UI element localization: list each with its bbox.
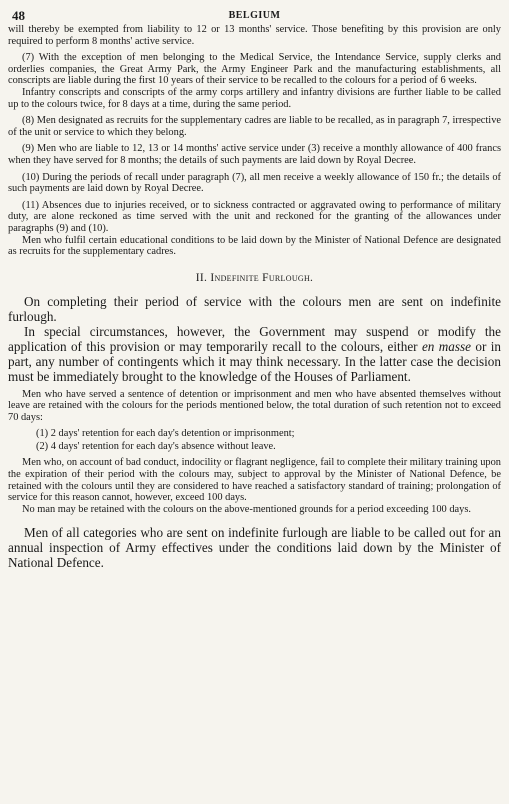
page-number: 48 [12,8,25,23]
list-item: (1) 2 days' retention for each day's detention or imprisonment; [36,428,295,440]
paragraph-7: (7) With the exception of men belonging to the Medical Service, the Intendance Service, supply clerks and orderlies companies, the Great Army Park, the Army Engineer Park and the manufacturing establishments, all conscripts are liable during the first 10 years of their service to be recalled to the colours for a period of 6 weeks. [8,52,501,87]
final-paragraph: Men of all categories who are sent on indefinite furlough are liable to be called out for an annual inspection of Army effectives under the conditions laid down by the Minister of National Defence. [8,525,501,571]
paragraph-10: (10) During the periods of recall under paragraph (7), all men receive a weekly allowance of 150 fr.; the details of such payments are laid down by Royal Decree. [8,171,501,195]
paragraph-9: (9) Men who are liable to 12, 13 or 14 months' active service under (3) receive a monthly allowance of 400 francs when they have served for 8 months; the details of such payments are laid down by Royal Decree. [8,143,501,166]
en-masse-phrase: en masse [421,338,471,354]
page-header [8,6,501,24]
section-title: Indefinite Furlough. [210,271,314,284]
retention-intro: Men who have served a sentence of detention or imprisonment and men who have absented themselves without leave are retained with the colours for the periods mentioned below, the total duration of such retention not to exceed 70 days: [8,388,501,423]
paragraph-11: (11) Absences due to injuries received, or to sickness contracted or aggravated owing to performance of military duty, are alone reckoned as time served with the unit and reckoned for the granting of the allowances under paragraphs (9) and (10). [8,199,501,234]
list-item: (2) 4 days' retention for each day's absence without leave. [36,441,276,453]
running-head: BELGIUM [228,10,281,21]
paragraph-7-infantry: Infantry conscripts and conscripts of the army corps artillery and infantry divisions are further liable to be called up to the colours twice, for 8 days at a time, during the same period. [8,86,501,110]
retention-section [8,389,501,516]
special-circumstances-paragraph: In special circumstances, however, the Government may suspend or modify the application of this provision or may temporarily recall to the colours, either en masse or in part, any number of contingents which it may think necessary. In the latter case the decision must be immediately brought to the knowledge of the Houses of Parliament. [8,323,501,384]
paragraph-educational: Men who fulfil certain educational conditions to be laid down by the Minister of National Defence are designated as recruits for the supplementary cadres. [8,234,501,258]
limit-paragraph: No man may be retained with the colours on the above-mentioned grounds for a period exceeding 100 days. [22,503,471,515]
conduct-paragraph: Men who, on account of bad conduct, indocility or flagrant negligence, fail to complete their military training upon the expiration of their period with the colours may, subject to approval by the Minister of National Defence, be retained with the colours until they are considered to have reached a satisfactory standard of training; prolongation of service for this reason cannot, however, exceed 100 days. [8,457,501,504]
section-heading [8,272,501,284]
furlough-paragraph: On completing their period of service with the colours men are sent on indefinite furlough. [8,293,501,324]
section-number: II. [195,271,208,284]
top-section [8,24,501,258]
retention-list [8,427,501,453]
large-text-block [8,294,501,384]
final-block [8,525,501,570]
paragraph-continuation: will thereby be exempted from liability to 12 or 13 months' service. Those benefiting by this provision are only required to perform 8 months' active service. [8,24,501,47]
paragraph-8: (8) Men designated as recruits for the supplementary cadres are liable to be recalled, as in paragraph 7, irrespective of the unit or service to which they belong. [8,115,501,138]
